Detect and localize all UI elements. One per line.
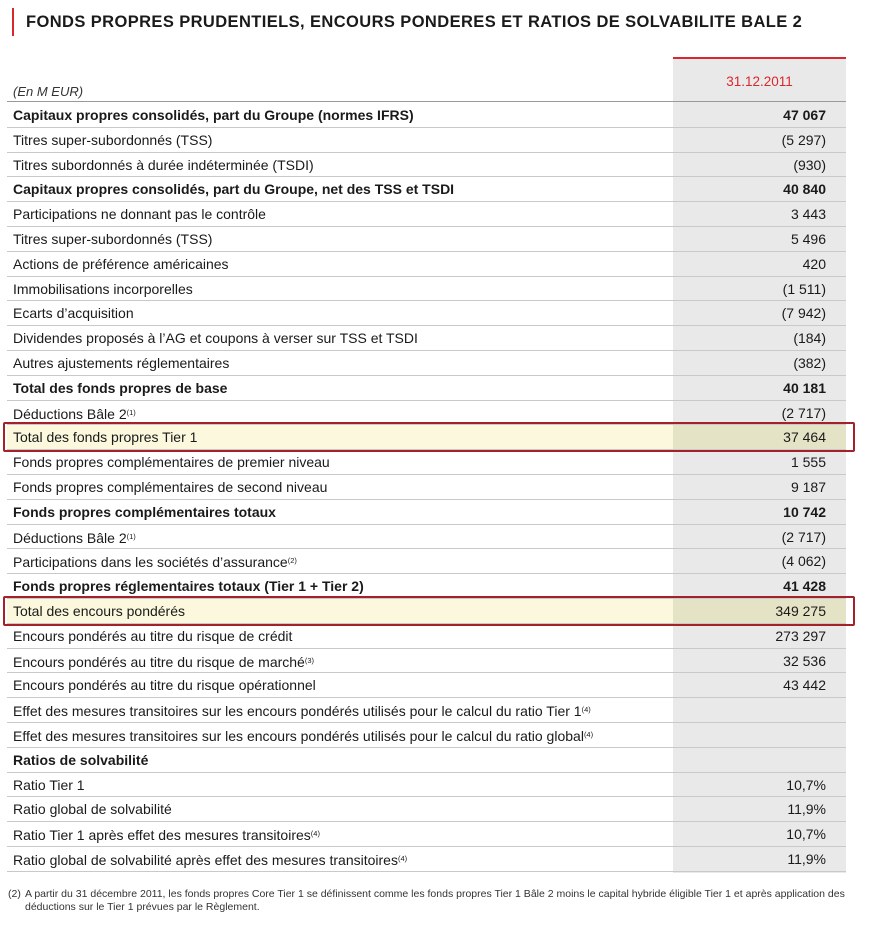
row-label: Encours pondérés au titre du risque de marché$^{(3)}$ (13, 653, 315, 670)
row-label: Effet des mesures transitoires sur les encours pondérés utilisés pour le calcul du ratio Tier 1$^{(4)}$ (13, 703, 591, 720)
row-value: 40 840 (783, 181, 826, 198)
footnote-number: (2) (8, 888, 21, 900)
row-label: Fonds propres complémentaires de second niveau (13, 478, 328, 495)
row-label: Ratio global de solvabilité après effet des mesures transitoires$^{(4)}$ (13, 851, 408, 868)
header-divider (7, 101, 846, 102)
column-header-date: 31.12.2011 (673, 57, 846, 103)
row-value: 273 297 (775, 627, 826, 644)
row-value: 47 067 (783, 107, 826, 123)
table-row (7, 500, 846, 525)
row-value: 1 555 (790, 454, 826, 471)
table-row (7, 103, 846, 128)
table-row (7, 128, 846, 153)
table-row (7, 450, 846, 475)
highlight-box (3, 596, 855, 626)
row-label: Immobilisations incorporelles (13, 280, 193, 297)
footnote-ref: (2) (287, 556, 297, 566)
row-value: (2 717) (781, 404, 826, 421)
row-value: 10,7% (786, 826, 826, 843)
table-row (7, 277, 846, 302)
table-row (7, 797, 846, 822)
table-row (7, 822, 846, 847)
row-value: 32 536 (783, 652, 826, 669)
row-value: 3 443 (790, 206, 826, 223)
row-label: Fonds propres complémentaires totaux (13, 503, 276, 520)
row-label: Ratio Tier 1 (13, 776, 85, 793)
footnote-ref: (4) (397, 853, 408, 863)
footnote-ref: (4) (583, 729, 594, 739)
table-row (7, 624, 846, 649)
row-value: (2 717) (781, 528, 826, 545)
row-value: 43 442 (783, 677, 826, 694)
row-value: 349 275 (775, 602, 826, 619)
table-row (7, 301, 846, 326)
row-label: Ratios de solvabilité (13, 751, 149, 768)
highlight-box (3, 422, 855, 452)
table-row (7, 525, 846, 550)
footnote-ref: (4) (310, 829, 320, 839)
row-value: (382) (793, 354, 826, 371)
table-row (7, 549, 846, 574)
row-value: 11,9% (787, 801, 826, 818)
table-row (7, 649, 846, 674)
row-label: Total des fonds propres de base (13, 379, 228, 396)
row-label: Fonds propres réglementaires totaux (Tier 1 + Tier 2) (13, 578, 364, 595)
table-row (7, 326, 846, 351)
row-value: 5 496 (790, 230, 826, 247)
row-label: Déductions Bâle 2$^{(1)}$ (13, 529, 136, 546)
row-value: (184) (793, 330, 826, 347)
table-row (7, 723, 846, 748)
row-value: (4 062) (781, 553, 826, 570)
row-value: 11,9% (787, 850, 826, 867)
footnote-ref: (1) (126, 531, 136, 541)
table-row (7, 673, 846, 698)
table-row (7, 748, 846, 773)
row-value: 10,7% (786, 776, 826, 793)
row-value: (5 297) (781, 131, 826, 148)
table-row (7, 475, 846, 500)
row-label: Titres super-subordonnés (TSS) (13, 131, 213, 148)
row-value: 10 742 (783, 503, 826, 520)
row-label: Ecarts d’acquisition (13, 305, 134, 322)
table-title: FONDS PROPRES PRUDENTIELS, ENCOURS PONDERES ET RATIOS DE SOLVABILITE BALE 2 (12, 8, 802, 36)
row-value: 420 (802, 255, 826, 272)
row-label: Titres subordonnés à durée indéterminée (TSDI) (13, 156, 314, 173)
row-label: Encours pondérés au titre du risque opérationnel (13, 677, 316, 694)
row-value: (930) (793, 156, 826, 173)
row-value: 37 464 (783, 429, 826, 446)
row-label: Participations ne donnant pas le contrôle (13, 206, 266, 223)
row-label: Total des fonds propres Tier 1 (13, 429, 198, 446)
table-row (7, 847, 846, 872)
row-label: Effet des mesures transitoires sur les encours pondérés utilisés pour le calcul du ratio global$^{(4)}$ (13, 727, 594, 744)
row-label: Ratio Tier 1 après effet des mesures transitoires$^{(4)}$ (13, 827, 320, 844)
unit-label: (En M EUR) (13, 84, 84, 99)
table-row (7, 227, 846, 252)
row-label: Encours pondérés au titre du risque de crédit (13, 627, 293, 644)
footnote-ref: (3) (304, 655, 315, 665)
row-value: 9 187 (790, 478, 826, 495)
capital-table (7, 103, 846, 872)
row-label: Titres super-subordonnés (TSS) (13, 230, 213, 247)
row-value: (7 942) (781, 305, 826, 322)
row-label: Autres ajustements réglementaires (13, 354, 230, 371)
row-label: Participations dans les sociétés d’assurance$^{(2)}$ (13, 554, 297, 571)
row-label: Déductions Bâle 2$^{(1)}$ (13, 405, 136, 422)
table-row (7, 698, 846, 723)
table-row (7, 202, 846, 227)
row-label: Total des encours pondérés (13, 602, 185, 619)
table-row (7, 177, 846, 202)
table-row (7, 252, 846, 277)
row-label: Fonds propres complémentaires de premier niveau (13, 454, 330, 471)
table-row (7, 351, 846, 376)
table-row (7, 153, 846, 178)
row-value: 41 428 (783, 578, 826, 595)
row-label: Actions de préférence américaines (13, 255, 229, 272)
row-label: Ratio global de solvabilité (13, 801, 172, 818)
table-row (7, 773, 846, 798)
row-label: Capitaux propres consolidés, part du Groupe, net des TSS et TSDI (13, 181, 455, 198)
row-value: (1 511) (782, 280, 826, 297)
footnote-text: A partir du 31 décembre 2011, les fonds propres Core Tier 1 se définissent comme les fonds propres Tier 1 Bâle 2 moins le capital hybride éligible Tier 1 et après application des déductions sur le Tier 1 prévues par le Règlement. (25, 888, 845, 913)
row-label: Dividendes proposés à l’AG et coupons à verser sur TSS et TSDI (13, 330, 418, 347)
row-value: 40 181 (783, 379, 826, 396)
row-label: Capitaux propres consolidés, part du Groupe (normes IFRS) (13, 107, 414, 123)
footnote-ref: (1) (126, 407, 136, 417)
table-row (7, 376, 846, 401)
footnote-ref: (4) (581, 705, 591, 715)
